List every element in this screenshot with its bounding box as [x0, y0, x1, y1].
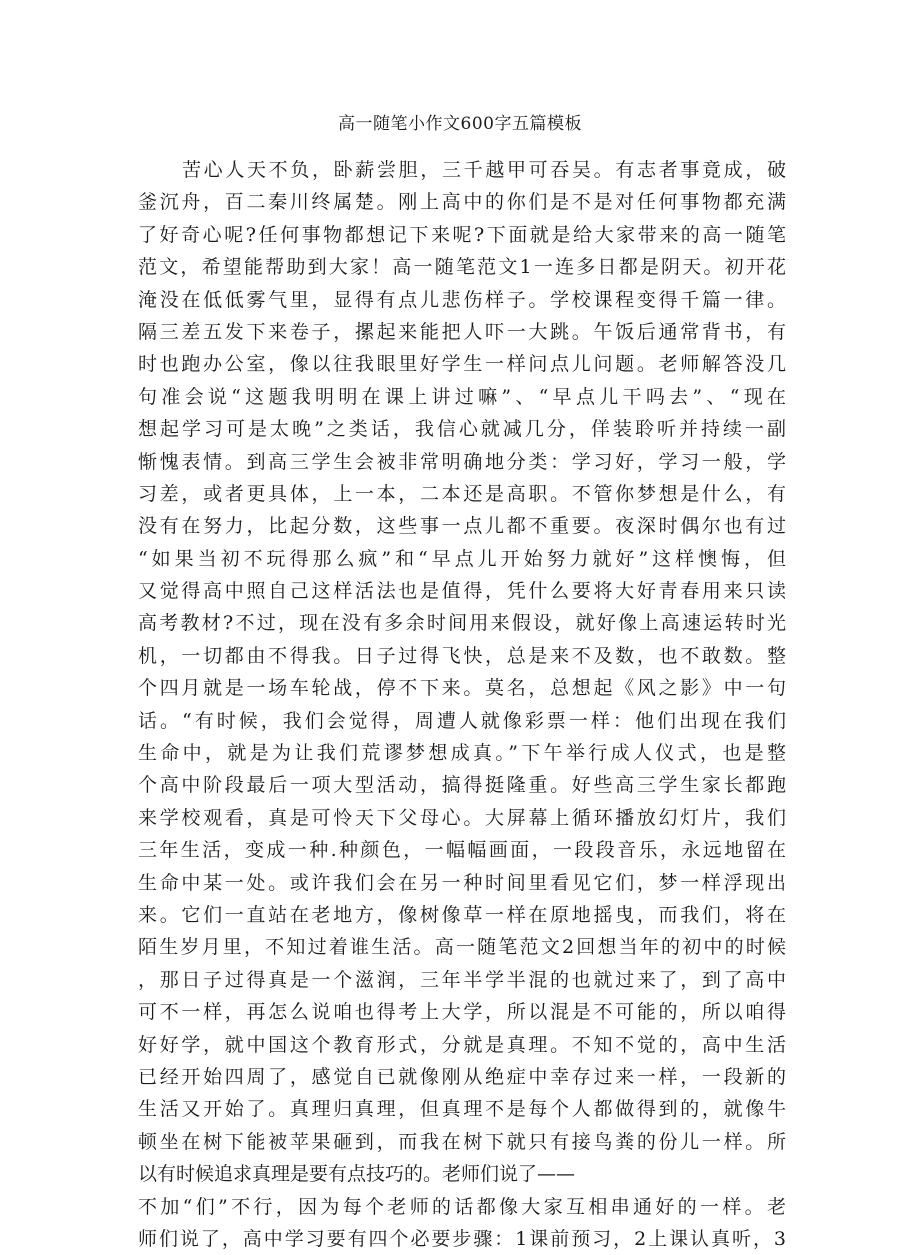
body-line: 已经开始四周了，感觉自已就像刚从绝症中幸存过来一样，一段新的	[138, 1065, 786, 1088]
body-line: 以有时候追求真理是要有点技巧的。老师们说了——	[138, 1163, 576, 1186]
body-line: 了好奇心呢?任何事物都想记下来呢?下面就是给大家带来的高一随笔	[138, 223, 786, 246]
body-line: 生活又开始了。真理归真理，但真理不是每个人都做得到的，就像牛	[138, 1098, 786, 1121]
body-line: 个四月就是一场车轮战，停不下来。莫名，总想起《风之影》中一句	[138, 677, 786, 700]
body-line: 句准会说“这题我明明在课上讲过嘛”、“早点儿干吗去”、“现在	[138, 385, 786, 408]
body-line: 陌生岁月里，不知过着谁生活。高一随笔范文2回想当年的初中的时候	[138, 936, 786, 959]
document-title: 高一随笔小作文600字五篇模板	[338, 114, 582, 134]
body-line: 生命中某一处。或许我们会在另一种时间里看见它们，梦一样浮现出	[138, 871, 786, 894]
body-line: 三年生活，变成一种.种颜色，一幅幅画面，一段段音乐，永远地留在	[138, 839, 786, 862]
body-line: 范文，希望能帮助到大家！高一随笔范文1一连多日都是阴天。初开花	[138, 256, 786, 279]
document-body	[138, 154, 786, 1255]
body-line: 可不一样，再怎么说咱也得考上大学，所以混是不可能的，所以咱得	[138, 1001, 786, 1024]
body-line: 又觉得高中照自己这样活法也是值得，凭什么要将大好青春用来只读	[138, 580, 786, 603]
body-line: 好好学，就中国这个教育形式，分就是真理。不知不觉的，高中生活	[138, 1033, 786, 1056]
body-line: 顿坐在树下能被苹果砸到，而我在树下就只有接鸟粪的份儿一样。所	[138, 1130, 786, 1153]
body-line: 高考教材?不过，现在没有多余时间用来假设，就好像上高速运转时光	[138, 612, 786, 635]
body-line: 惭愧表情。到高三学生会被非常明确地分类：学习好，学习一般，学	[138, 450, 786, 473]
body-line: 时也跑办公室，像以往我眼里好学生一样问点儿问题。老师解答没几	[138, 353, 786, 376]
body-line: 来学校观看，真是可怜天下父母心。大屏幕上循环播放幻灯片，我们	[138, 806, 786, 829]
body-line: 机，一切都由不得我。日子过得飞快，总是来不及数，也不敢数。整	[138, 644, 786, 667]
body-line: 苦心人天不负，卧薪尝胆，三千越甲可吞吴。有志者事竟成，破	[182, 159, 786, 181]
body-line: 隔三差五发下来卷子，摞起来能把人吓一大跳。午饭后通常背书，有	[138, 320, 786, 343]
body-line: 生命中，就是为让我们荒谬梦想成真。”下午举行成人仪式，也是整	[138, 742, 786, 765]
body-line: 不加“们”不行，因为每个老师的话都像大家互相串通好的一样。老	[138, 1195, 786, 1218]
body-line: 没有在努力，比起分数，这些事一点儿都不重要。夜深时偶尔也有过	[138, 515, 786, 538]
body-line: 师们说了，高中学习要有四个必要步骤：1课前预习，2上课认真听，3	[138, 1227, 786, 1250]
body-line: 想起学习可是太晚”之类话，我信心就减几分，佯装聆听并持续一副	[138, 418, 786, 441]
body-line: 来。它们一直站在老地方，像树像草一样在原地摇曳，而我们，将在	[138, 903, 786, 926]
body-line: “如果当初不玩得那么疯”和“早点儿开始努力就好”这样懊悔，但	[138, 547, 786, 570]
body-line: 釜沉舟，百二秦川终属楚。刚上高中的你们是不是对任何事物都充满	[138, 191, 786, 214]
body-line: 习差，或者更具体，上一本，二本还是高职。不管你梦想是什么，有	[138, 482, 786, 505]
body-line: ，那日子过得真是一个滋润，三年半学半混的也就过来了，到了高中	[138, 968, 786, 991]
body-line: 个高中阶段最后一项大型活动，搞得挺隆重。好些高三学生家长都跑	[138, 774, 786, 797]
body-line: 话。“有时候，我们会觉得，周遭人就像彩票一样：他们出现在我们	[138, 709, 786, 732]
body-line: 淹没在低低雾气里，显得有点儿悲伤样子。学校课程变得千篇一律。	[138, 288, 786, 311]
